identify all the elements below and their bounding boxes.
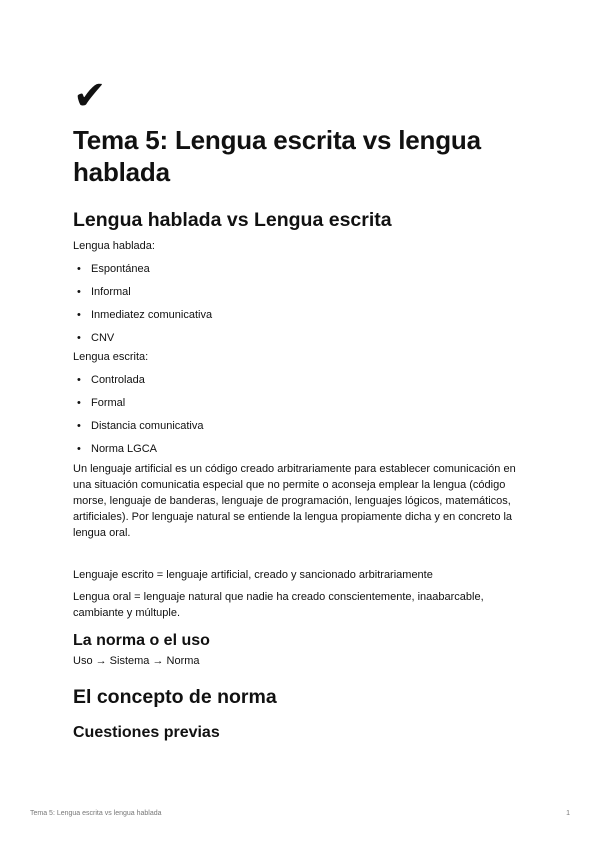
list-item: • Formal [73,395,533,411]
section-heading-hablada-escrita: Lengua hablada vs Lengua escrita [73,209,392,231]
subsection-heading-cuestiones-previas: Cuestiones previas [73,724,220,741]
page-title: Tema 5: Lengua escrita vs lengua hablada [73,125,481,187]
spoken-label: Lengua hablada: [73,240,155,252]
oral-language-definition: Lengua oral = lenguaje natural que nadie ha creado conscientemente, inaabarcable, cambiante y múltuple. [73,591,484,619]
list-item: • Controlada [73,372,533,388]
subsection-heading-norma-uso: La norma o el uso [73,632,210,649]
check-icon: ✔ [73,74,107,118]
list-item: • CNV [73,330,533,346]
spoken-list [73,261,533,346]
list-item: • Informal [73,284,533,300]
page-number: 1 [566,810,570,817]
list-item: • Inmediatez comunicativa [73,307,533,323]
uso-sistema-norma-text: Uso → Sistema → Norma [73,655,200,667]
list-item: • Espontánea [73,261,533,277]
list-item: • Norma LGCA [73,441,533,457]
written-language-definition: Lenguaje escrito = lenguaje artificial, creado y sancionado arbitrariamente [73,569,433,581]
section-heading-concepto-norma: El concepto de norma [73,686,277,708]
written-label: Lengua escrita: [73,351,149,363]
document-page [73,74,533,743]
footer-title: Tema 5: Lengua escrita vs lengua hablada [30,810,162,817]
written-list [73,372,533,457]
artificial-language-paragraph: Un lenguaje artificial es un código creado arbitrariamente para establecer comunicación en una situación comunicatia especial que no permite o aconseja emplear la lengua (código morse, lenguaje de banderas, lenguaje de programación, lenguajes lógicos, matemáticos, artificiales). Por lenguaje natural se entiende la lengua propiamente dicha y en concreto la lengua oral. [73,463,516,539]
list-item: • Distancia comunicativa [73,418,533,434]
